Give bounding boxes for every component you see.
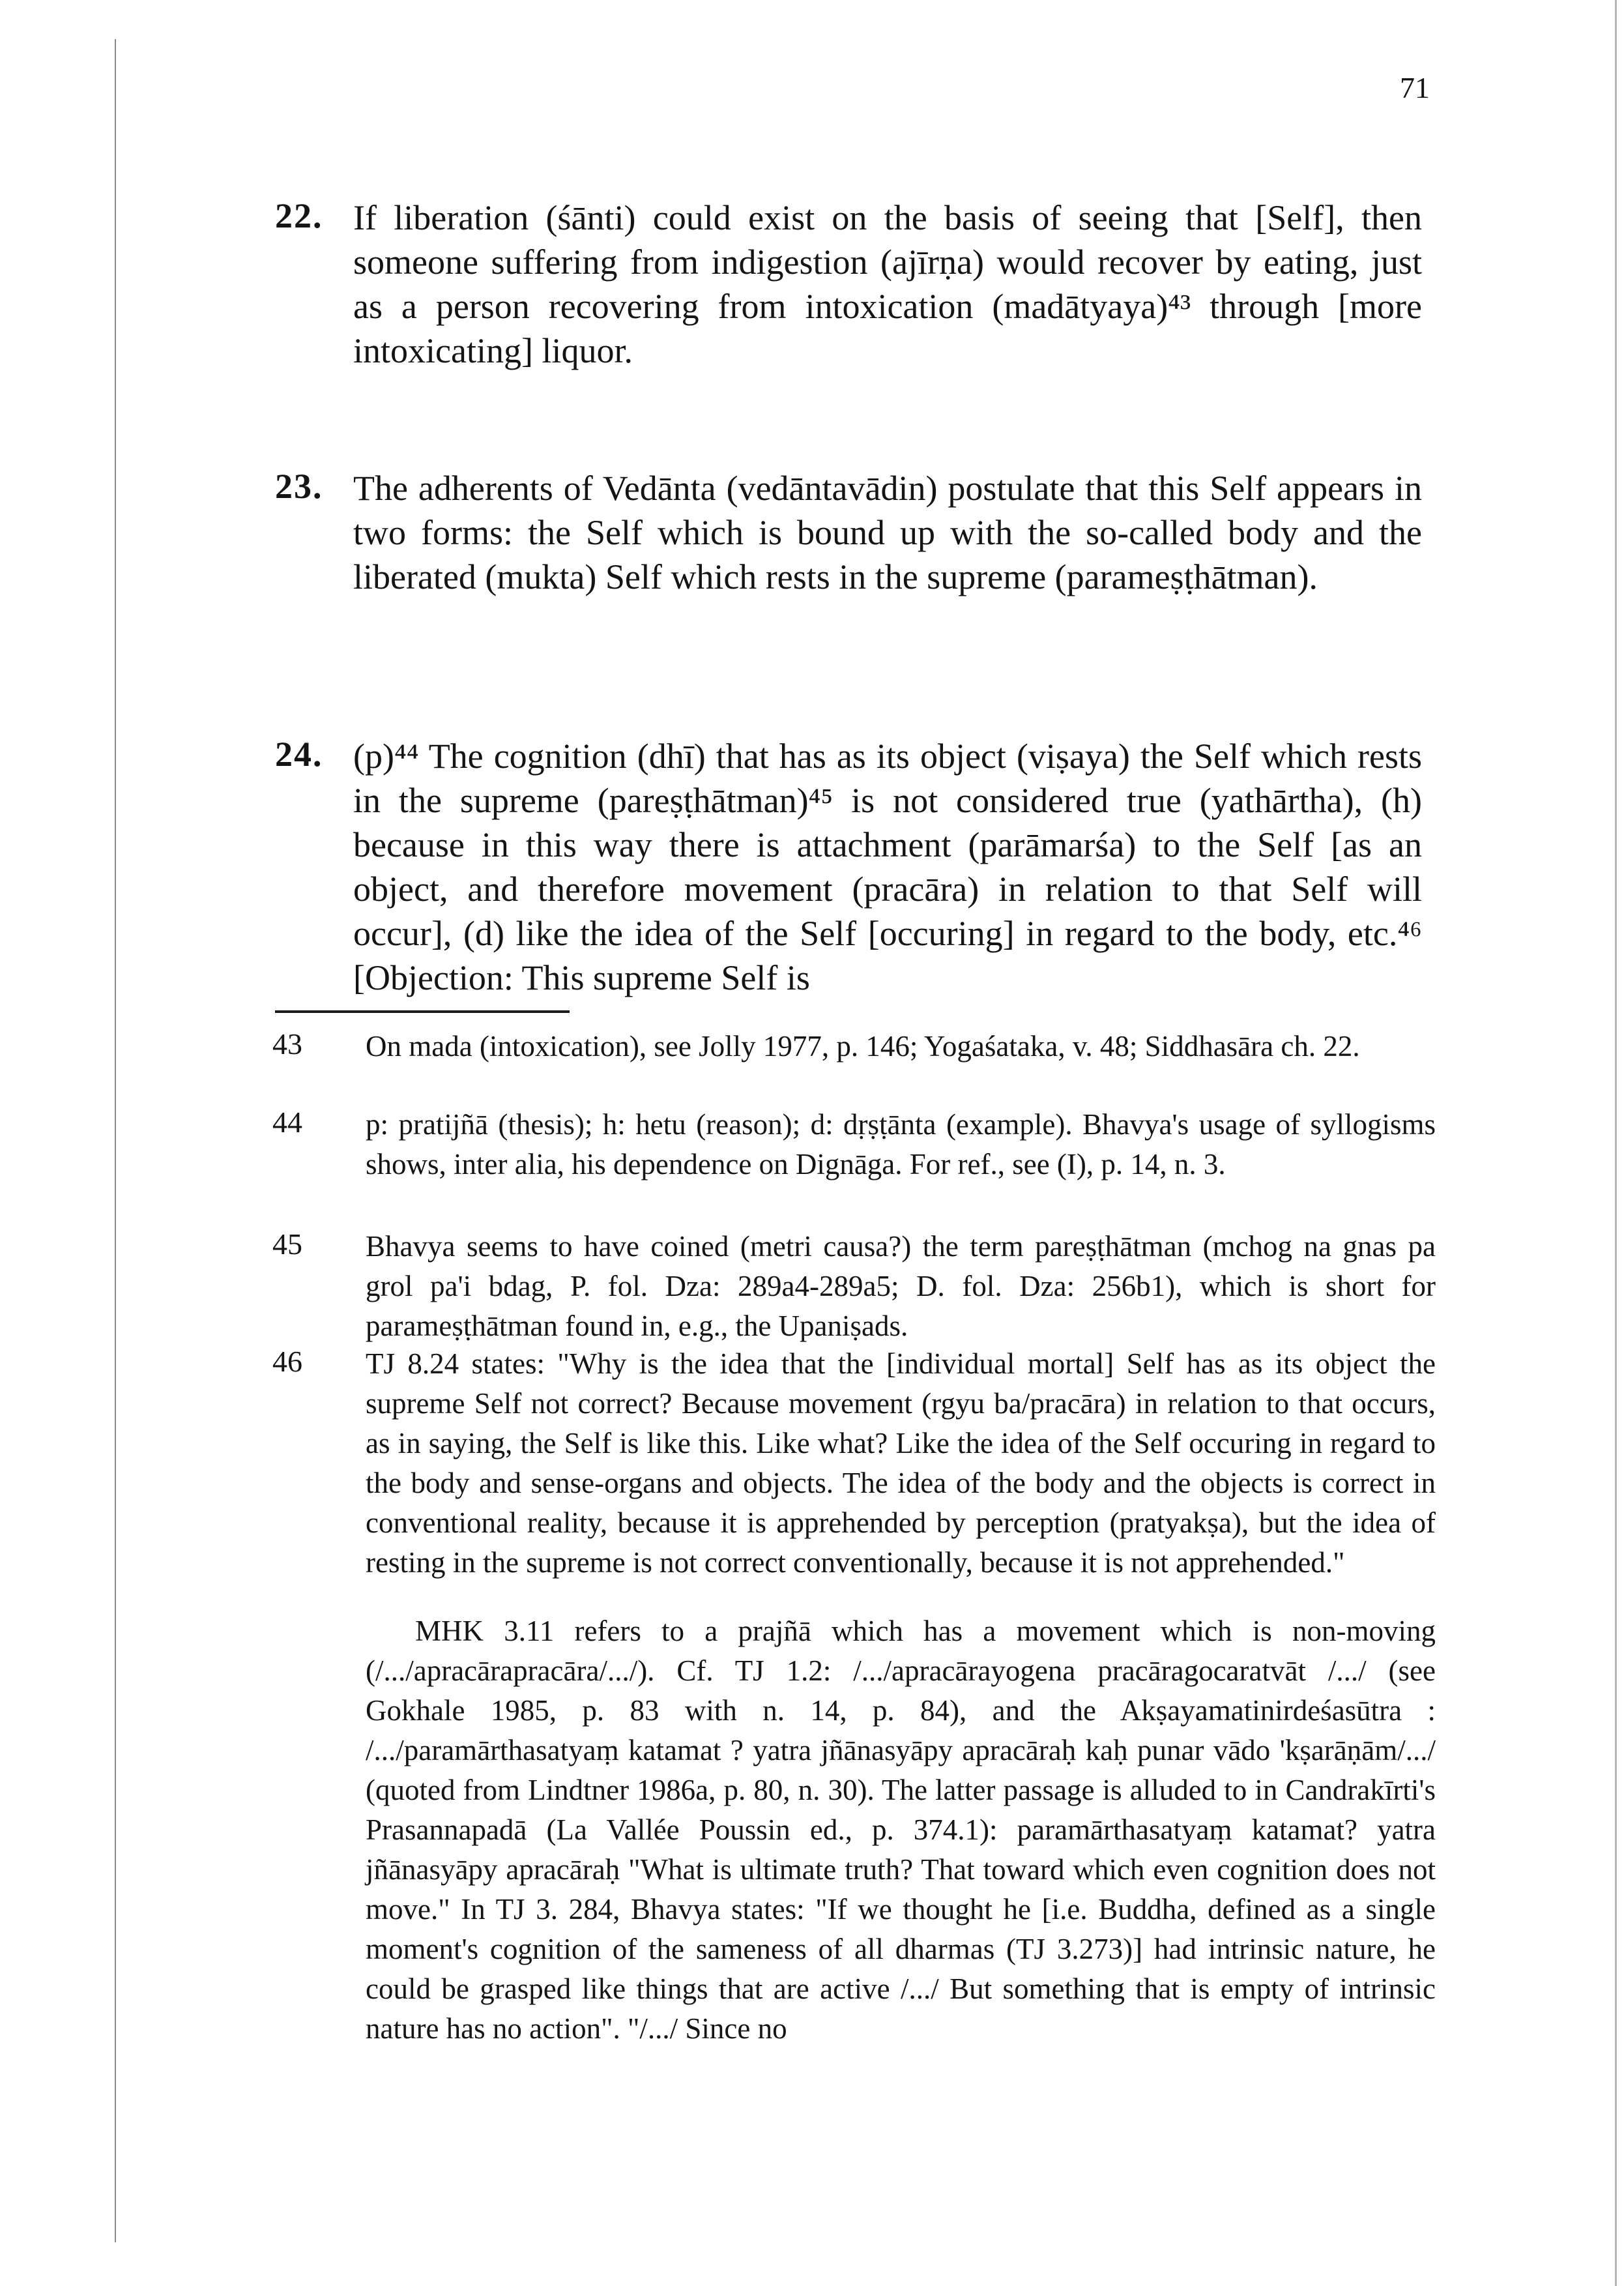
- verse-text: (p)⁴⁴ The cognition (dhī) that has as its object (viṣaya) the Self which rests in the supreme (pareṣṭhātman)⁴⁵ is not considered true (yathārtha), (h) because in this way there is attachment (parāmarśa) to the Self [as an object, and therefore movement (pracāra) in relation to that Self will occur], (d) like the idea of the Self [occuring] in regard to the body, etc.⁴⁶ [Objection: This supreme Self is: [353, 737, 1422, 997]
- footnote-46: [272, 1344, 1436, 1583]
- footnote-44: [272, 1105, 1436, 1184]
- verse-24: [275, 734, 1422, 1000]
- footnote-46-continuation: [366, 1611, 1436, 2049]
- scan-edge-right: [1615, 0, 1617, 2286]
- footnote-number: 45: [272, 1227, 302, 1261]
- footnote-text: On mada (intoxication), see Jolly 1977, p. 146; Yogaśataka, v. 48; Siddhasāra ch. 22.: [366, 1030, 1360, 1062]
- footnote-text: Bhavya seems to have coined (metri causa?) the term pareṣṭhātman (mchog na gnas pa grol pa'i bdag, P. fol. Dza: 289a4-289a5; D. fol. Dza: 256b1), which is short for parameṣṭhātman found in, e.g., the Upaniṣads.: [366, 1230, 1436, 1342]
- footnote-43: [272, 1027, 1436, 1066]
- verse-22: [275, 196, 1422, 373]
- footnote-rule: [275, 1010, 570, 1013]
- footnote-number: 44: [272, 1106, 302, 1139]
- verse-23: [275, 466, 1422, 599]
- verse-text: If liberation (śānti) could exist on the basis of seeing that [Self], then someone suffering from indigestion (ajīrṇa) would recover by eating, just as a person recovering from intoxication (madātyaya)⁴³ through [more intoxicating] liquor.: [353, 198, 1422, 370]
- footnote-continuation-text: MHK 3.11 refers to a prajñā which has a movement which is non-moving (/.../apracārapracāra/.../). Cf. TJ 1.2: /.../apracārayogena pracāragocaratvāt /.../ (see Gokhale 1985, p. 83 with n. 14, p. 84), and the Akṣayamatinirdeśasūtra : /.../paramārthasatyaṃ katamat ? yatra jñānasyāpy apracāraḥ kaḥ punar vādo 'kṣarāṇām/.../ (quoted from Lindtner 1986a, p. 80, n. 30). The latter passage is alluded to in Candrakīrti's Prasannapadā (La Vallée Poussin ed., p. 374.1): paramārthasatyaṃ katamat? yatra jñānasyāpy apracāraḥ "What is ultimate truth? That toward which even cognition does not move." In TJ 3. 284, Bhavya states: "If we thought he [i.e. Buddha, defined as a single moment's cognition of the sameness of all dharmas (TJ 3.273)] had intrinsic nature, he could be grasped like things that are active /.../ But something that is empty of intrinsic nature has no action". "/.../ Since no: [366, 1615, 1436, 2045]
- footnote-number: 46: [272, 1345, 302, 1378]
- verse-number: 23.: [275, 467, 323, 506]
- footnote-45: [272, 1227, 1436, 1346]
- scan-edge-left: [115, 39, 116, 2242]
- verse-number: 22.: [275, 196, 323, 235]
- footnote-text: p: pratijñā (thesis); h: hetu (reason); d: dṛṣṭānta (example). Bhavya's usage of syllogisms shows, inter alia, his dependence on Dignāga. For ref., see (I), p. 14, n. 3.: [366, 1108, 1436, 1180]
- verse-number: 24.: [275, 735, 323, 774]
- page-number: 71: [1400, 71, 1430, 104]
- footnote-number: 43: [272, 1027, 302, 1061]
- footnote-text: TJ 8.24 states: "Why is the idea that the [individual mortal] Self has as its object the supreme Self not correct? Because movement (rgyu ba/pracāra) in relation to that occurs, as in saying, the Self is like this. Like what? Like the idea of the Self occuring in regard to the body and sense-organs and objects. The idea of the body and the objects is correct in conventional reality, because it is apprehended by perception (pratyakṣa), but the idea of resting in the supreme is not correct conventionally, because it is not apprehended.": [366, 1347, 1436, 1579]
- verse-text: The adherents of Vedānta (vedāntavādin) postulate that this Self appears in two forms: the Self which is bound up with the so-called body and the liberated (mukta) Self which rests in the supreme (parameṣṭhātman).: [353, 469, 1422, 596]
